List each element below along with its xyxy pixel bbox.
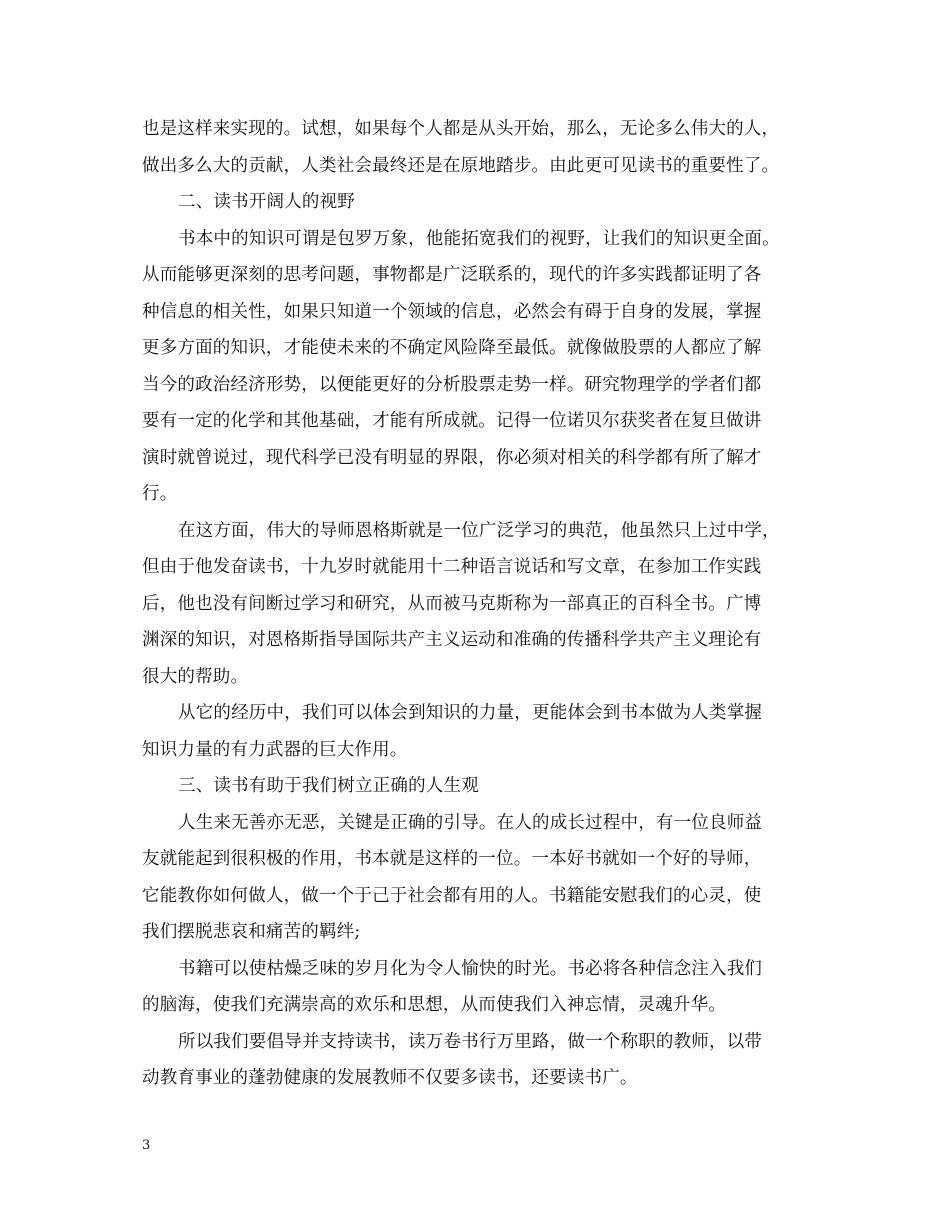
text-line: 的脑海，使我们充满崇高的欢乐和思想，从而使我们入神忘情，灵魂升华。 xyxy=(142,995,727,1015)
text-line: 要有一定的化学和其他基础，才能有所成就。记得一位诺贝尔获奖者在复旦做讲 xyxy=(142,411,762,431)
text-line: 种信息的相关性，如果只知道一个领域的信息，必然会有碍于自身的发展，掌握 xyxy=(142,302,762,322)
text-line: 知识力量的有力武器的巨大作用。 xyxy=(142,740,408,760)
text-line: 从而能够更深刻的思考问题，事物都是广泛联系的，现代的许多实践都证明了各 xyxy=(142,265,762,285)
text-line: 在这方面，伟大的导师恩格斯就是一位广泛学习的典范，他虽然只上过中学， xyxy=(178,521,780,541)
section-heading: 三、读书有助于我们树立正确的人生观 xyxy=(178,776,479,796)
text-line: 也是这样来实现的。试想，如果每个人都是从头开始，那么，无论多么伟大的人， xyxy=(142,119,780,139)
text-line: 友就能起到很积极的作用，书本就是这样的一位。一本好书就如一个好的导师， xyxy=(142,849,762,869)
text-line: 书本中的知识可谓是包罗万象，他能拓宽我们的视野，让我们的知识更全面。 xyxy=(178,229,780,249)
text-line: 所以我们要倡导并支持读书，读万卷书行万里路，做一个称职的教师，以带 xyxy=(178,1032,763,1052)
text-line: 书籍可以使枯燥乏味的岁月化为令人愉快的时光。书必将各种信念注入我们 xyxy=(178,959,763,979)
text-line: 做出多么大的贡献，人类社会最终还是在原地踏步。由此更可见读书的重要性了。 xyxy=(142,156,780,176)
text-line: 演时就曾说过，现代科学已没有明显的界限，你必须对相关的科学都有所了解才 xyxy=(142,448,762,468)
page-number: 3 xyxy=(142,1138,151,1153)
text-line: 后，他也没有间断过学习和研究，从而被马克斯称为一部真正的百科全书。广博 xyxy=(142,594,762,614)
text-line: 很大的帮助。 xyxy=(142,667,249,687)
section-heading: 二、读书开阔人的视野 xyxy=(178,192,355,212)
text-line: 行。 xyxy=(142,484,178,504)
text-line: 动教育事业的蓬勃健康的发展教师不仅要多读书，还要读书广。 xyxy=(142,1068,638,1088)
text-line: 它能教你如何做人，做一个于己于社会都有用的人。书籍能安慰我们的心灵，使 xyxy=(142,886,762,906)
text-line: 人生来无善亦无恶，关键是正确的引导。在人的成长过程中，有一位良师益 xyxy=(178,813,763,833)
text-line: 渊深的知识，对恩格斯指导国际共产主义运动和准确的传播科学共产主义理论有 xyxy=(142,630,762,650)
text-line: 当今的政治经济形势，以便能更好的分析股票走势一样。研究物理学的学者们都 xyxy=(142,375,762,395)
text-line: 更多方面的知识，才能使未来的不确定风险降至最低。就像做股票的人都应了解 xyxy=(142,338,762,358)
text-line: 从它的经历中，我们可以体会到知识的力量，更能体会到书本做为人类掌握 xyxy=(178,703,763,723)
text-line: 但由于他发奋读书，十九岁时就能用十二种语言说话和写文章，在参加工作实践 xyxy=(142,557,762,577)
text-line: 我们摆脱悲哀和痛苦的羁绊; xyxy=(142,922,361,942)
